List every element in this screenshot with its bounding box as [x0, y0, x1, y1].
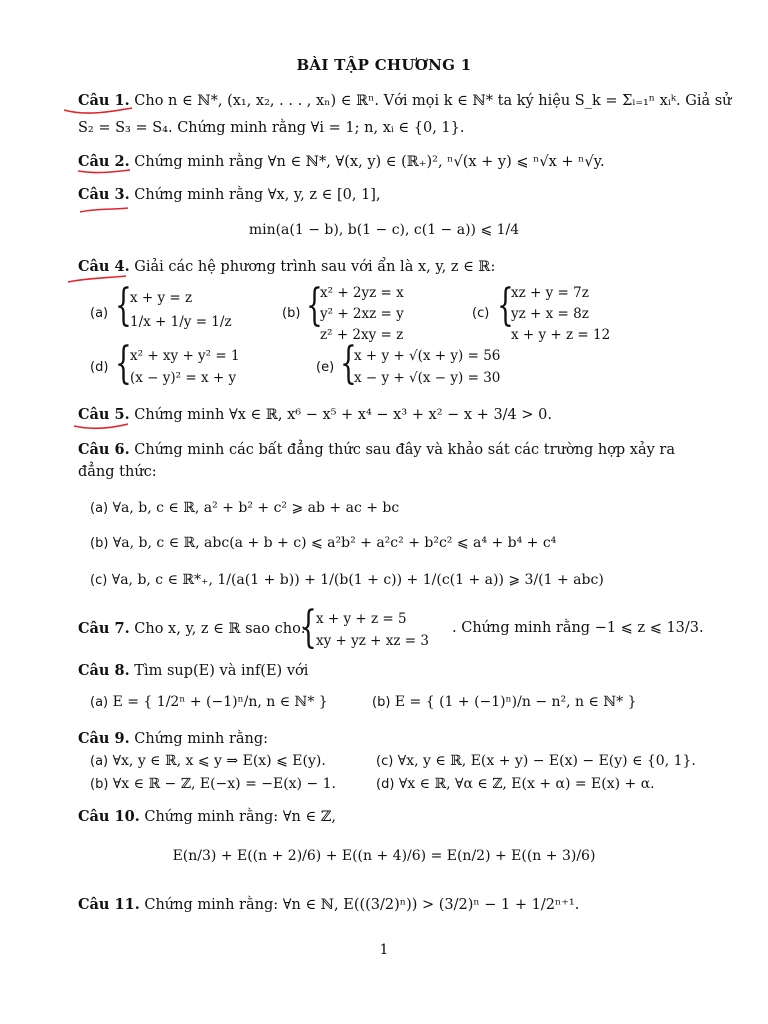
q9d-text: ∀x ∈ ℝ, ∀α ∈ ℤ, E(x + α) = E(x) + α.: [398, 776, 655, 792]
q7-eq1: x + y + z = 5: [316, 611, 407, 627]
q4a-eq1: x + y = z: [130, 290, 193, 306]
q7-eq2: xy + yz + xz = 3: [316, 633, 429, 649]
q9b-label: (b): [90, 777, 109, 792]
q9a-label: (a): [90, 754, 109, 769]
q6a-label: (a): [90, 501, 109, 516]
q10-label: Câu 10.: [78, 808, 140, 825]
markup-underline-q4: [68, 276, 126, 282]
q10-text: Chứng minh rằng: ∀n ∈ ℤ,: [144, 809, 336, 825]
q6-line2: đẳng thức:: [78, 464, 157, 480]
q4c-brace: {: [497, 280, 514, 331]
q4b-brace: {: [306, 280, 323, 331]
q9d-label: (d): [376, 777, 395, 792]
q4d-eq2: (x − y)² = x + y: [130, 370, 237, 386]
q7-brace: {: [300, 602, 317, 653]
q9c-text: ∀x, y ∈ ℝ, E(x + y) − E(x) − E(y) ∈ {0, 1}.: [397, 753, 696, 769]
q4b-eq3: z² + 2xy = z: [320, 327, 404, 343]
q8a-text: E = { 1/2ⁿ + (−1)ⁿ/n, n ∈ ℕ* }: [112, 694, 328, 710]
q2-label: Câu 2.: [78, 153, 130, 170]
q4a-eq2: 1/x + 1/y = 1/z: [130, 314, 232, 330]
q4b-label: (b): [282, 306, 301, 321]
q8-label: Câu 8.: [78, 662, 130, 679]
q4e-eq2: x − y + √(x − y) = 30: [354, 370, 501, 386]
q8-text: Tìm sup(E) và inf(E) với: [134, 663, 309, 679]
q7-pre: Cho x, y, z ∈ ℝ sao cho:: [134, 621, 306, 637]
q3-label: Câu 3.: [78, 186, 130, 203]
page-title: BÀI TẬP CHƯƠNG 1: [296, 56, 472, 74]
q6c-text: ∀a, b, c ∈ ℝ*₊, 1/(a(1 + b)) + 1/(b(1 + c)) + 1/(c(1 + a)) ⩾ 3/(1 + abc): [111, 572, 604, 588]
q4c-eq3: x + y + z = 12: [511, 327, 611, 343]
q4b-eq1: x² + 2yz = x: [320, 285, 404, 301]
q4a-label: (a): [90, 306, 109, 321]
q4e-brace: {: [340, 338, 357, 389]
q4d-eq1: x² + xy + y² = 1: [130, 348, 240, 364]
q4c-eq1: xz + y = 7z: [511, 285, 589, 301]
q6-text1: Chứng minh các bất đẳng thức sau đây và khảo sát các trường hợp xảy ra: [134, 442, 675, 458]
q8b-label: (b): [372, 695, 391, 710]
q4e-label: (e): [316, 360, 335, 375]
markup-underline-q2: [78, 170, 130, 173]
q11-label: Câu 11.: [78, 896, 140, 913]
q9a-text: ∀x, y ∈ ℝ, x ⩽ y ⇒ E(x) ⩽ E(y).: [112, 753, 326, 769]
q1-label: Câu 1.: [78, 92, 130, 109]
markup-underline-q1: [64, 108, 132, 113]
q11-text: Chứng minh rằng: ∀n ∈ ℕ, E(((3/2)ⁿ)) > (3/2)ⁿ − 1 + 1/2ⁿ⁺¹.: [144, 897, 580, 913]
q4c-eq2: yz + x = 8z: [511, 306, 589, 322]
q1-text1: Cho n ∈ ℕ*, (x₁, x₂, . . . , xₙ) ∈ ℝⁿ. Với mọi k ∈ ℕ* ta ký hiệu S_k = Σᵢ₌₁ⁿ xᵢᵏ. Giả sử: [134, 93, 732, 109]
q4-text: Giải các hệ phương trình sau với ẩn là x, y, z ∈ ℝ:: [134, 259, 496, 275]
q7-post: . Chứng minh rằng −1 ⩽ z ⩽ 13/3.: [452, 620, 704, 636]
q4e-eq1: x + y + √(x + y) = 56: [354, 348, 501, 364]
q3-formula: min(a(1 − b), b(1 − c), c(1 − a)) ⩽ 1/4: [248, 222, 520, 238]
q8a-label: (a): [90, 695, 109, 710]
q10-formula: E(n/3) + E((n + 2)/6) + E((n + 4)/6) = E(n/2) + E((n + 3)/6): [172, 848, 596, 864]
q6c-label: (c): [90, 573, 108, 588]
q2-text: Chứng minh rằng ∀n ∈ ℕ*, ∀(x, y) ∈ (ℝ₊)², ⁿ√(x + y) ⩽ ⁿ√x + ⁿ√y.: [134, 154, 605, 170]
q7-label: Câu 7.: [78, 620, 130, 637]
q9-label: Câu 9.: [78, 730, 130, 747]
q5-text: Chứng minh ∀x ∈ ℝ, x⁶ − x⁵ + x⁴ − x³ + x² − x + 3/4 > 0.: [134, 407, 552, 423]
q5-label: Câu 5.: [78, 406, 130, 423]
q8b-text: E = { (1 + (−1)ⁿ)/n − n², n ∈ ℕ* }: [394, 694, 637, 710]
q6b-text: ∀a, b, c ∈ ℝ, abc(a + b + c) ⩽ a²b² + a²c² + b²c² ⩽ a⁴ + b⁴ + c⁴: [112, 535, 557, 551]
markup-underline-q3: [80, 208, 128, 212]
q3-text: Chứng minh rằng ∀x, y, z ∈ [0, 1],: [134, 187, 381, 203]
q4c-label: (c): [472, 306, 490, 321]
q9c-label: (c): [376, 754, 394, 769]
markup-underline-q5: [74, 424, 128, 428]
q4d-brace: {: [115, 338, 132, 389]
q6b-label: (b): [90, 536, 109, 551]
q6a-text: ∀a, b, c ∈ ℝ, a² + b² + c² ⩾ ab + ac + bc: [112, 500, 400, 516]
q9b-text: ∀x ∈ ℝ − ℤ, E(−x) = −E(x) − 1.: [112, 776, 337, 792]
q4-label: Câu 4.: [78, 258, 130, 275]
q4a-brace: {: [115, 280, 132, 331]
q4d-label: (d): [90, 360, 109, 375]
q6-label: Câu 6.: [78, 441, 130, 458]
q9-text: Chứng minh rằng:: [134, 731, 269, 747]
q4b-eq2: y² + 2xz = y: [320, 306, 404, 322]
q1-line2: S₂ = S₃ = S₄. Chứng minh rằng ∀i = 1; n, xᵢ ∈ {0, 1}.: [78, 120, 465, 136]
page-number: 1: [379, 942, 389, 958]
